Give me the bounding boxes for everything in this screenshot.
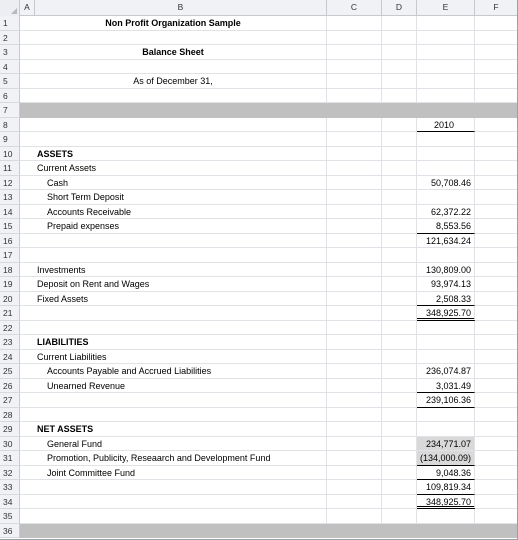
cell-f[interactable] [475,451,518,466]
cell-d[interactable] [382,205,417,220]
column-header-e[interactable]: E [417,0,475,16]
row-header[interactable]: 36 [0,524,20,539]
sheet-row [0,408,518,423]
cell-c[interactable] [327,45,382,60]
sheet-row [0,118,518,133]
cell-b[interactable]: Joint Committee Fund [20,466,327,481]
cell-c[interactable] [327,393,382,408]
cell-e[interactable] [417,321,475,336]
cell-f[interactable] [475,277,518,292]
cell-f[interactable] [475,292,518,307]
cell-c[interactable] [327,118,382,133]
cell-b[interactable]: Prepaid expenses [20,219,327,234]
cell-b[interactable]: Deposit on Rent and Wages [20,277,327,292]
cell-e[interactable]: 121,634.24 [417,234,475,249]
cell-d[interactable] [382,45,417,60]
cell-d[interactable] [382,118,417,133]
cell-b[interactable] [20,306,327,321]
sheet-row [0,74,518,89]
cell-c[interactable] [327,248,382,263]
cell-d[interactable] [382,176,417,191]
cell-f[interactable] [475,118,518,133]
cell-f[interactable] [475,466,518,481]
cell-b[interactable]: Accounts Payable and Accrued Liabilities [20,364,327,379]
row-header[interactable]: 27 [0,393,20,408]
sheet-row [0,219,518,234]
cell-d[interactable] [382,379,417,394]
column-header-d[interactable]: D [382,0,417,16]
cell-d[interactable] [382,306,417,321]
cell-f[interactable] [475,509,518,524]
cell-d[interactable] [382,89,417,104]
row-header[interactable]: 14 [0,205,20,220]
cell-d[interactable] [382,364,417,379]
row-header[interactable]: 17 [0,248,20,263]
cell-e[interactable]: 239,106.36 [417,393,475,408]
sheet-row [0,509,518,524]
cell-e[interactable]: 93,974.13 [417,277,475,292]
cell-e[interactable] [417,161,475,176]
cell-f[interactable] [475,60,518,75]
cell-b[interactable] [20,89,327,104]
cell-b[interactable] [20,132,327,147]
row-header[interactable]: 7 [0,103,20,118]
cell-b[interactable]: General Fund [20,437,327,452]
cell-d[interactable] [382,277,417,292]
sheet-row [0,422,518,437]
cell-b[interactable]: Fixed Assets [20,292,327,307]
row-header[interactable]: 18 [0,263,20,278]
cell-d[interactable] [382,408,417,423]
cell-b[interactable]: LIABILITIES [20,335,327,350]
cell-e[interactable] [417,147,475,162]
cell-c[interactable] [327,263,382,278]
cell-f[interactable] [475,45,518,60]
cell-e[interactable]: 236,074.87 [417,364,475,379]
row-header[interactable]: 21 [0,306,20,321]
sheet-row [0,350,518,365]
cell-e[interactable] [417,190,475,205]
row-header[interactable]: 16 [0,234,20,249]
column-header-c[interactable]: C [327,0,382,16]
cell-c[interactable] [327,422,382,437]
row-header[interactable]: 5 [0,74,20,89]
cell-c[interactable] [327,147,382,162]
cell-f[interactable] [475,161,518,176]
cell-d[interactable] [382,335,417,350]
cell-e[interactable] [417,335,475,350]
sheet-row [0,132,518,147]
cell-f[interactable] [475,393,518,408]
cell-e[interactable] [417,132,475,147]
cell-b[interactable] [20,60,327,75]
cell-c[interactable] [327,176,382,191]
cell-c[interactable] [327,60,382,75]
cell-c[interactable] [327,379,382,394]
cell-c[interactable] [327,408,382,423]
cell-d[interactable] [382,292,417,307]
sheet-row [0,176,518,191]
row-header[interactable]: 34 [0,495,20,510]
row-header[interactable]: 1 [0,16,20,31]
cell-f[interactable] [475,190,518,205]
cell-c[interactable] [327,466,382,481]
sheet-row [0,393,518,408]
sheet-row [0,277,518,292]
sheet-row [0,364,518,379]
cell-d[interactable] [382,248,417,263]
cell-b[interactable]: Short Term Deposit [20,190,327,205]
cell-d[interactable] [382,451,417,466]
cell-e[interactable] [417,89,475,104]
cell-b[interactable] [20,408,327,423]
row-header[interactable]: 2 [0,31,20,46]
cell-d[interactable] [382,190,417,205]
cell-f[interactable] [475,524,518,539]
cell-e[interactable] [417,74,475,89]
sheet-row [0,161,518,176]
sheet-row [0,524,518,539]
row-header[interactable]: 19 [0,277,20,292]
cell-b[interactable]: Cash [20,176,327,191]
row-header[interactable]: 3 [0,45,20,60]
sheet-row [0,292,518,307]
cell-b[interactable] [20,321,327,336]
cell-f[interactable] [475,16,518,31]
cell-b[interactable] [20,103,327,118]
sheet-row [0,205,518,220]
cell-c[interactable] [327,509,382,524]
cell-c[interactable] [327,219,382,234]
cell-e[interactable] [417,16,475,31]
cell-f[interactable] [475,350,518,365]
sheet-row [0,437,518,452]
cell-f[interactable] [475,364,518,379]
cell-d[interactable] [382,466,417,481]
sheet-row [0,466,518,481]
cell-d[interactable] [382,219,417,234]
cell-e[interactable] [417,350,475,365]
cell-c[interactable] [327,89,382,104]
cell-e[interactable]: 348,925.70 [417,495,475,510]
select-all-corner[interactable] [0,0,20,16]
row-header[interactable]: 28 [0,408,20,423]
cell-b[interactable] [20,495,327,510]
cell-c[interactable] [327,234,382,249]
cell-f[interactable] [475,31,518,46]
sheet-row [0,306,518,321]
row-header[interactable]: 4 [0,60,20,75]
cell-d[interactable] [382,161,417,176]
cell-d[interactable] [382,263,417,278]
cell-f[interactable] [475,437,518,452]
cell-e[interactable]: (134,000.09) [417,451,475,466]
cell-c[interactable] [327,451,382,466]
row-header[interactable]: 33 [0,480,20,495]
row-header[interactable]: 11 [0,161,20,176]
cell-c[interactable] [327,321,382,336]
cell-e[interactable] [417,422,475,437]
row-header[interactable]: 15 [0,219,20,234]
cell-e[interactable]: 50,708.46 [417,176,475,191]
cell-c[interactable] [327,205,382,220]
cell-c[interactable] [327,292,382,307]
cell-c[interactable] [327,335,382,350]
cell-d[interactable] [382,16,417,31]
cell-e[interactable] [417,509,475,524]
cell-e[interactable]: 3,031.49 [417,379,475,394]
cell-c[interactable] [327,74,382,89]
cell-f[interactable] [475,335,518,350]
sheet-row [0,190,518,205]
sheet-row [0,147,518,162]
cell-f[interactable] [475,248,518,263]
cell-c[interactable] [327,437,382,452]
cell-b[interactable]: Balance Sheet [20,45,327,60]
cell-c[interactable] [327,103,382,118]
cell-f[interactable] [475,89,518,104]
cell-f[interactable] [475,408,518,423]
cell-d[interactable] [382,509,417,524]
row-header[interactable]: 23 [0,335,20,350]
sheet-row [0,103,518,118]
cell-b[interactable]: Accounts Receivable [20,205,327,220]
cell-c[interactable] [327,277,382,292]
sheet-row [0,335,518,350]
cell-c[interactable] [327,161,382,176]
sheet-row [0,16,518,31]
sheet-row [0,248,518,263]
cell-c[interactable] [327,190,382,205]
cell-c[interactable] [327,31,382,46]
sheet-row [0,480,518,495]
cell-b[interactable] [20,480,327,495]
cell-d[interactable] [382,422,417,437]
cell-f[interactable] [475,495,518,510]
row-header[interactable]: 20 [0,292,20,307]
column-header-row [0,0,518,16]
row-header[interactable]: 31 [0,451,20,466]
row-header[interactable]: 24 [0,350,20,365]
cell-b[interactable]: Promotion, Publicity, Reseaarch and Development Fund [20,451,327,466]
cell-f[interactable] [475,263,518,278]
cell-b[interactable]: ASSETS [20,147,327,162]
cell-b[interactable] [20,524,327,539]
cell-e[interactable] [417,45,475,60]
cell-d[interactable] [382,103,417,118]
cell-e[interactable]: 130,809.00 [417,263,475,278]
cell-e[interactable]: 8,553.56 [417,219,475,234]
cell-f[interactable] [475,132,518,147]
row-header[interactable]: 6 [0,89,20,104]
cell-f[interactable] [475,219,518,234]
row-header[interactable]: 29 [0,422,20,437]
cell-b[interactable] [20,393,327,408]
cell-b[interactable]: Current Liabilities [20,350,327,365]
row-header[interactable]: 26 [0,379,20,394]
sheet-row [0,451,518,466]
sheet-row [0,89,518,104]
cell-c[interactable] [327,16,382,31]
row-header[interactable]: 8 [0,118,20,133]
cell-b[interactable] [20,509,327,524]
cell-f[interactable] [475,480,518,495]
cell-e[interactable] [417,103,475,118]
row-header[interactable]: 9 [0,132,20,147]
cell-f[interactable] [475,74,518,89]
cell-b[interactable]: NET ASSETS [20,422,327,437]
cell-f[interactable] [475,205,518,220]
row-header[interactable]: 25 [0,364,20,379]
cell-f[interactable] [475,234,518,249]
cell-c[interactable] [327,495,382,510]
cell-d[interactable] [382,393,417,408]
cell-d[interactable] [382,480,417,495]
cell-e[interactable] [417,248,475,263]
row-header[interactable]: 32 [0,466,20,481]
sheet-row [0,495,518,510]
column-header-a[interactable]: A [20,0,35,16]
cell-e[interactable] [417,60,475,75]
cell-f[interactable] [475,379,518,394]
row-header[interactable]: 10 [0,147,20,162]
cell-c[interactable] [327,132,382,147]
cell-e[interactable] [417,408,475,423]
row-header[interactable]: 12 [0,176,20,191]
cell-e[interactable] [417,524,475,539]
cell-b[interactable]: Unearned Revenue [20,379,327,394]
cell-e[interactable]: 2,508.33 [417,292,475,307]
cell-f[interactable] [475,103,518,118]
cell-c[interactable] [327,364,382,379]
cell-f[interactable] [475,147,518,162]
cell-e[interactable]: 348,925.70 [417,306,475,321]
row-header[interactable]: 35 [0,509,20,524]
column-header-b[interactable]: B [35,0,327,16]
cell-e[interactable]: 109,819.34 [417,480,475,495]
sheet-row [0,321,518,336]
cell-c[interactable] [327,350,382,365]
cell-e[interactable]: 2010 [417,118,475,133]
column-header-f[interactable]: F [475,0,518,16]
sheet-row [0,45,518,60]
cell-b[interactable] [20,118,327,133]
cell-f[interactable] [475,321,518,336]
cell-d[interactable] [382,132,417,147]
cell-e[interactable]: 62,372.22 [417,205,475,220]
row-header[interactable]: 13 [0,190,20,205]
sheet-row [0,379,518,394]
cell-e[interactable]: 234,771.07 [417,437,475,452]
cell-d[interactable] [382,350,417,365]
cell-f[interactable] [475,176,518,191]
sheet-row [0,31,518,46]
cell-b[interactable] [20,31,327,46]
cell-e[interactable]: 9,048.36 [417,466,475,481]
cell-b[interactable]: Non Profit Organization Sample [20,16,327,31]
cell-c[interactable] [327,480,382,495]
row-header[interactable]: 30 [0,437,20,452]
cell-d[interactable] [382,60,417,75]
sheet-row [0,60,518,75]
cell-f[interactable] [475,306,518,321]
cell-b[interactable]: Investments [20,263,327,278]
cell-d[interactable] [382,234,417,249]
cell-d[interactable] [382,31,417,46]
cell-c[interactable] [327,306,382,321]
cell-d[interactable] [382,495,417,510]
sheet-row [0,234,518,249]
cell-e[interactable] [417,31,475,46]
cell-d[interactable] [382,74,417,89]
cell-c[interactable] [327,524,382,539]
cell-f[interactable] [475,422,518,437]
cell-d[interactable] [382,147,417,162]
cell-d[interactable] [382,437,417,452]
cell-b[interactable]: Current Assets [20,161,327,176]
cell-d[interactable] [382,524,417,539]
cell-b[interactable] [20,248,327,263]
sheet-row [0,263,518,278]
row-header[interactable]: 22 [0,321,20,336]
cell-b[interactable]: As of December 31, [20,74,327,89]
cell-b[interactable] [20,234,327,249]
cell-d[interactable] [382,321,417,336]
